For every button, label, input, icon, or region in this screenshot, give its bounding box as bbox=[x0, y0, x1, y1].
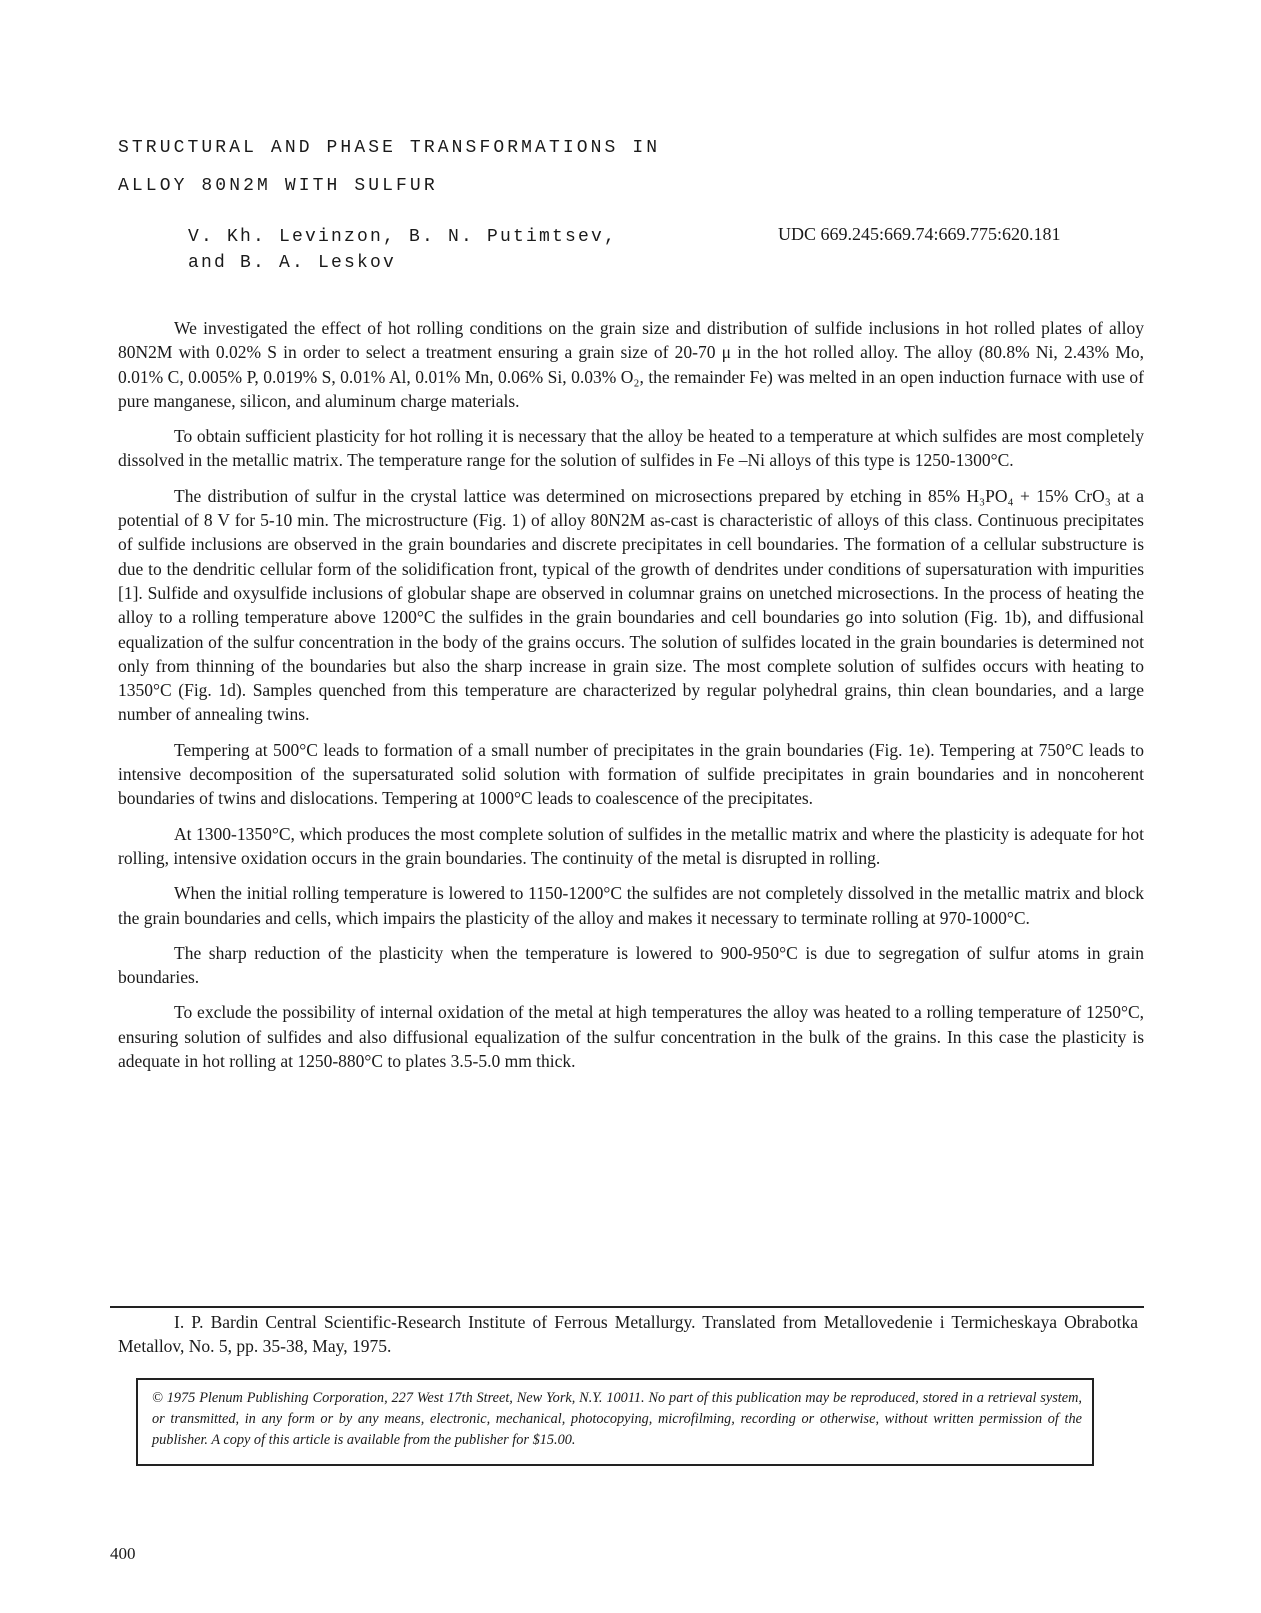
author-line-2: and B. A. Leskov bbox=[188, 253, 397, 273]
body-paragraph: The sharp reduction of the plasticity when the temperature is lowered to 900-950°C is due to segregation of sulfur atoms in grain boundaries. bbox=[118, 942, 1144, 988]
body-paragraph: When the initial rolling temperature is lowered to 1150-1200°C the sulfides are not completely dissolved in the metallic matrix and block the grain boundaries and cells, which impairs the plasticity of the alloy and makes it necessary to terminate rolling at 970-1000°C. bbox=[118, 883, 1144, 928]
article-title-line-1: STRUCTURAL AND PHASE TRANSFORMATIONS IN bbox=[118, 138, 661, 158]
copyright-notice: © 1975 Plenum Publishing Corporation, 227 West 17th Street, New York, N.Y. 10011. No part of this publication may be reproduced, stored in a retrieval system, or transmitted, in any form or by any means, electronic, mechanical, photocopying, microfilming, recording or otherwise, without written permission of the publisher. A copy of this article is available from the publisher for $15.00. bbox=[136, 1378, 1094, 1466]
body-paragraph: The distribution of sulfur in the crystal lattice was determined on microsections prepared by etching in 85% H₃PO₄ + 15% CrO₃ at a potential of 8 V for 5-10 min. The microstructure (Fig. 1) of alloy 80N2M as-cast is characteristic of alloys of this class. Continuous precipitates of sulfide inclusions are observed in the grain boundaries and discrete precipitates in cell boundaries. The formation of a cellular substructure is due to the dendritic cellular form of the solidification front, typical of the growth of dendrites under conditions of supersaturation with impurities [1]. Sulfide and oxysulfide inclusions of globular shape are observed in columnar grains on unetched microsections. In the process of heating the alloy to a rolling temperature above 1200°C the sulfides in the grain boundaries and cell boundaries go into solution (Fig. 1b), and diffusional equalization of the sulfur concentration in the body of the grains occurs. The solution of sulfides located in the grain boundaries is determined not only from thinning of the boundaries but also the sharp increase in grain size. The most complete solution of sulfides occurs with heating to 1350°C (Fig. 1d). Samples quenched from this temperature are characterized by regular polyhedral grains, thin clean boundaries, and a large number of annealing twins. bbox=[118, 485, 1144, 725]
author-list bbox=[188, 224, 617, 276]
affiliation-footnote: I. P. Bardin Central Scientific-Research Institute of Ferrous Metallurgy. Translated from Metallovedenie i Termicheskaya Obrabotka Metallov, No. 5, pp. 35-38, May, 1975. bbox=[118, 1312, 1138, 1356]
author-line-1: V. Kh. Levinzon, B. N. Putimtsev, bbox=[188, 227, 618, 247]
body-paragraph: To exclude the possibility of internal oxidation of the metal at high temperatures the alloy was heated to a rolling temperature of 1250°C, ensuring solution of sulfides and also diffusional equalization of the sulfur concentration in the bulk of the grains. In this case the plasticity is adequate in hot rolling at 1250-880°C to plates 3.5-5.0 mm thick. bbox=[118, 1002, 1144, 1072]
article-body bbox=[118, 316, 1144, 1084]
body-paragraph: Tempering at 500°C leads to formation of a small number of precipitates in the grain boundaries (Fig. 1e). Tempering at 750°C leads to intensive decomposition of the supersaturated solid solution with formation of sulfide precipitates in grain boundaries and in noncoherent boundaries of twins and dislocations. Tempering at 1000°C leads to coalescence of the precipitates. bbox=[118, 739, 1144, 809]
footnote-divider bbox=[110, 1306, 1144, 1308]
udc-code: UDC 669.245:669.74:669.775:620.181 bbox=[778, 224, 1061, 244]
body-paragraph: At 1300-1350°C, which produces the most complete solution of sulfides in the metallic matrix and where the plasticity is adequate for hot rolling, intensive oxidation occurs in the grain boundaries. The continuity of the metal is disrupted in rolling. bbox=[118, 823, 1144, 868]
page-number: 400 bbox=[110, 1544, 136, 1563]
article-title-line-2: ALLOY 80N2M WITH SULFUR bbox=[118, 176, 438, 196]
body-paragraph: To obtain sufficient plasticity for hot rolling it is necessary that the alloy be heated to a temperature at which sulfides are most completely dissolved in the metallic matrix. The temperature range for the solution of sulfides in Fe –Ni alloys of this type is 1250-1300°C. bbox=[118, 426, 1144, 471]
body-paragraph: We investigated the effect of hot rolling conditions on the grain size and distribution of sulfide inclusions in hot rolled plates of alloy 80N2M with 0.02% S in order to select a treatment ensuring a grain size of 20-70 μ in the hot rolled alloy. The alloy (80.8% Ni, 2.43% Mo, 0.01% C, 0.005% P, 0.019% S, 0.01% Al, 0.01% Mn, 0.06% Si, 0.03% O₂, the remainder Fe) was melted in an open induction furnace with use of pure manganese, silicon, and aluminum charge materials. bbox=[118, 318, 1144, 411]
